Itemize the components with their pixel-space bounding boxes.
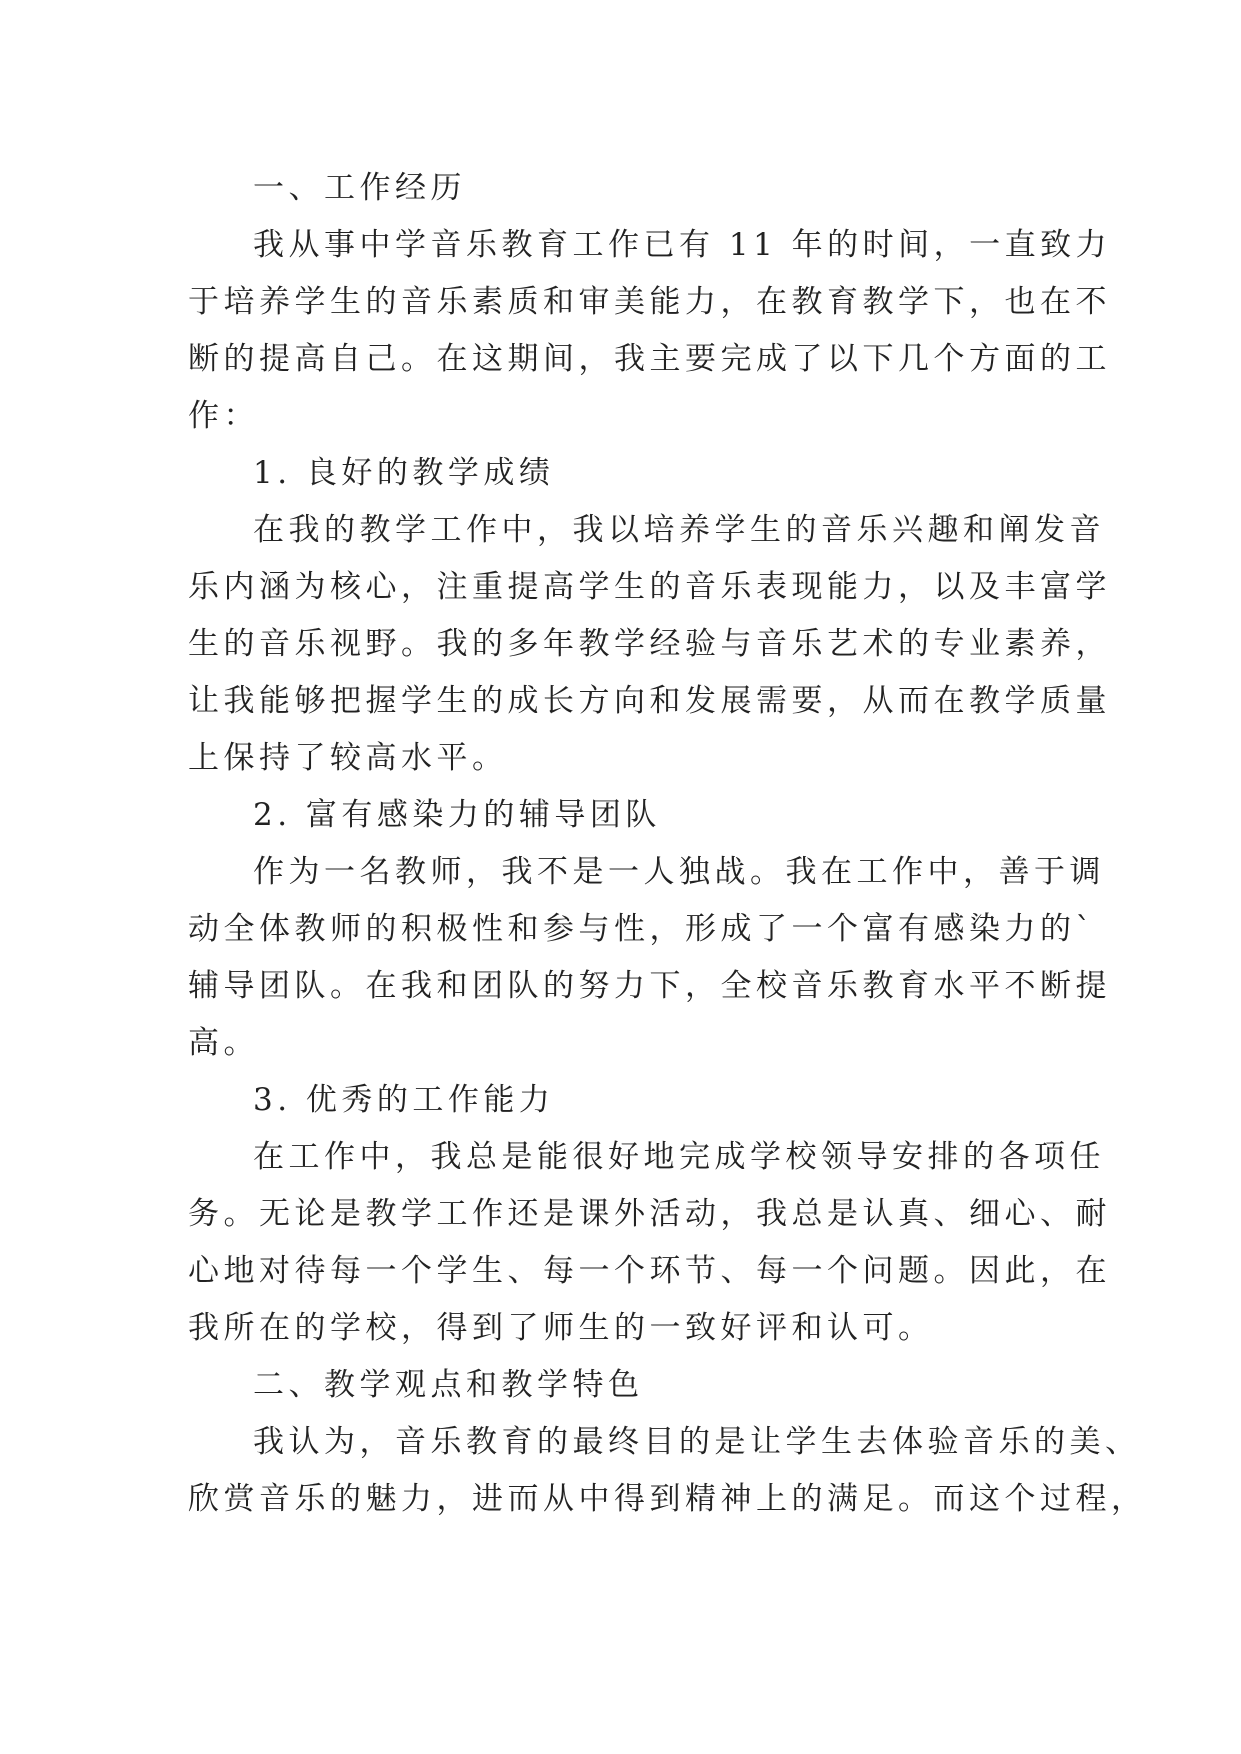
subheading-work-ability: 3. 优秀的工作能力 xyxy=(253,1082,555,1118)
paragraph-line: 务。无论是教学工作还是课外活动，我总是认真、细心、耐 xyxy=(188,1196,1111,1232)
paragraph-line: 心地对待每一个学生、每一个环节、每一个问题。因此，在 xyxy=(188,1253,1111,1289)
paragraph-line: 在我的教学工作中，我以培养学生的音乐兴趣和阐发音 xyxy=(253,512,1105,548)
paragraph-line: 欣赏音乐的魅力，进而从中得到精神上的满足。而这个过程， xyxy=(188,1481,1147,1517)
paragraph-line: 高。 xyxy=(188,1025,259,1061)
paragraph-line: 我所在的学校，得到了师生的一致好评和认可。 xyxy=(188,1310,934,1346)
paragraph-line: 断的提高自己。在这期间，我主要完成了以下几个方面的工 xyxy=(188,341,1111,377)
paragraph-line: 我从事中学音乐教育工作已有 11 年的时间，一直致力 xyxy=(253,227,1112,263)
section-heading-work-experience: 一、工作经历 xyxy=(253,170,466,206)
paragraph-line: 让我能够把握学生的成长方向和发展需要，从而在教学质量 xyxy=(188,683,1111,719)
subheading-coaching-team: 2. 富有感染力的辅导团队 xyxy=(253,797,661,833)
subheading-teaching-results: 1. 良好的教学成绩 xyxy=(253,455,555,491)
paragraph-line: 作为一名教师，我不是一人独战。我在工作中，善于调 xyxy=(253,854,1105,890)
section-heading-teaching-views: 二、教学观点和教学特色 xyxy=(253,1367,644,1403)
paragraph-line: 生的音乐视野。我的多年教学经验与音乐艺术的专业素养， xyxy=(188,626,1111,662)
paragraph-line: 辅导团队。在我和团队的努力下，全校音乐教育水平不断提 xyxy=(188,968,1111,1004)
paragraph-line: 在工作中，我总是能很好地完成学校领导安排的各项任 xyxy=(253,1139,1105,1175)
paragraph-line: 作： xyxy=(188,398,259,434)
paragraph-line: 动全体教师的积极性和参与性，形成了一个富有感染力的` xyxy=(188,911,1096,947)
paragraph-line: 我认为，音乐教育的最终目的是让学生去体验音乐的美、 xyxy=(253,1424,1141,1460)
paragraph-line: 乐内涵为核心，注重提高学生的音乐表现能力，以及丰富学 xyxy=(188,569,1111,605)
paragraph-line: 上保持了较高水平。 xyxy=(188,740,508,776)
paragraph-line: 于培养学生的音乐素质和审美能力，在教育教学下，也在不 xyxy=(188,284,1111,320)
